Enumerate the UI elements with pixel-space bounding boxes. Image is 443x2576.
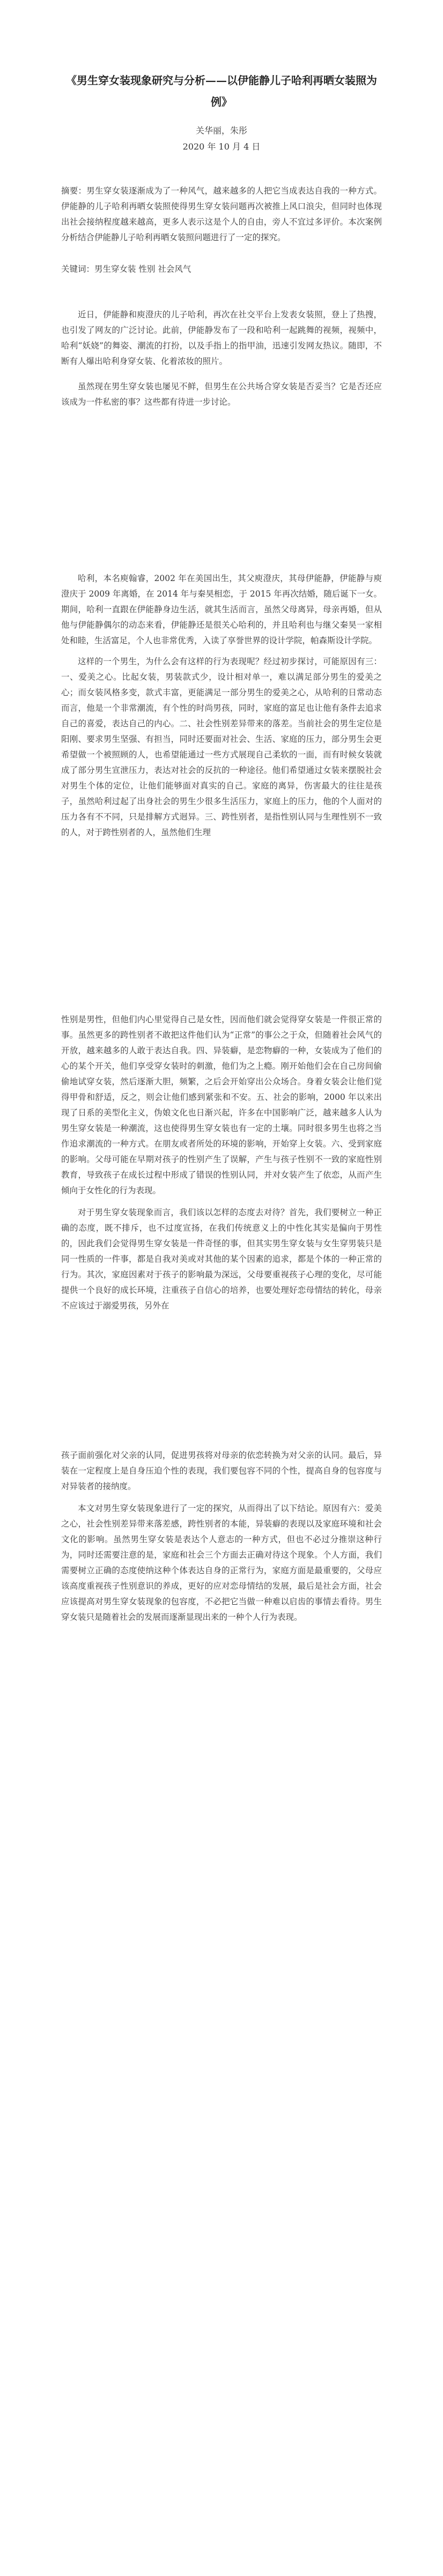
paragraph-attitude-continued: 孩子面前强化对父亲的认同，促进男孩将对母亲的依恋转换为对父亲的认同。最后，异装在一定程度上是自身压迫个性的表现，我们要包容不同的个性，提高自身的包容度与对异装者的接纳度。 bbox=[61, 1450, 382, 1491]
paper-authors: 关华丽，朱彤 bbox=[195, 125, 247, 136]
paper-page bbox=[0, 70, 443, 2576]
paragraph-intro: 近日，伊能静和庾澄庆的儿子哈利，再次在社交平台上发表女装照，登上了热搜，也引发了网友的广泛讨论。此前，伊能静发布了一段和哈利一起跳舞的视频，视频中，哈利“妖娆”的舞姿、潮流的打扮，以及手指上的指甲油，迅速引发网友热议。随即，不断有人爆出哈利身穿女装、化着浓妆的照片。 bbox=[61, 310, 382, 366]
paper-date: 2020 年 10 月 4 日 bbox=[182, 142, 261, 152]
paragraph-causes-continued: 性别是男性，但他们内心里觉得自己是女性，因而他们就会觉得穿女装是一件很正常的事。虽然更多的跨性别者不敢把这件他们认为“正常”的事公之于众，但随着社会风气的开放，越来越多的人敢于表达自我。四、异装癖，是恋物癖的一种，女装成为了他们的心的某个开关，他们享受穿女装时的刺激，他们为之上瘾。刚开始他们会在自己房间偷偷地试穿女装，然后逐渐大胆，频繁，之后会开始穿出公众场合。身着女装会让他们觉得甲骨和舒适，反之，则会让他们感到紧张和不安。五、社会的影响，2000 年以来出现了日系的美型化主义，伪娘文化也日渐兴起，许多在中国影响广泛，越来越多人认为男生穿女装是一种潮流，这也使得男生穿女装也有一定的土壤。同时很多男生也将之当作追求潮流的一种方式。在朋友或者所处的环境的影响，开始穿上女装。六、受到家庭的影响。父母可能在早期对孩子的性别产生了误解，产生与孩子性别不一致的家庭性别教育，导致孩子在成长过程中形成了错误的性别认同，并对女装产生了依恋，从而产生倾向于女性化的行为表现。 bbox=[61, 1015, 382, 1195]
paper-title: 《男生穿女装现象研究与分析——以伊能静儿子哈利再晒女装照为例》 bbox=[66, 74, 377, 108]
paragraph-bio: 哈利，本名庾翰睿，2002 年在美国出生，其父庾澄庆，其母伊能静，伊能静与庾澄庆于 2009 年离婚，在 2014 年与秦昊相恋，于 2015 年再次结婚，随后诞下一女。期间，哈利一直跟在伊能静身边生活，就其生活而言，虽然父母离异，母亲再婚，但从他与伊能静偶尔的动态来看，伊能静还是很关心哈利的，并且哈利也与继父秦昊一家相处和睦，生活富足，个人也非常优秀，入读了享誉世界的设计学院，帕森斯设计学院。 bbox=[61, 574, 382, 645]
paragraph-conclusion: 本文对男生穿女装现象进行了一定的探究，从而得出了以下结论。原因有六：爱美之心，社会性别差异带来落差感，跨性别者的本能，异装癖的表现以及家庭环境和社会文化的影响。虽然男生穿女装是表达个人意志的一种方式，但也不必过分推崇这种行为，同时还需要注意的是，家庭和社会三个方面去正确对待这个现象。个人方面，我们需要树立正确的态度使纳这种个体表达自身的正常行为，家庭方面是最重要的，父母应该高度重视孩子性别意识的养成，更好的应对恋母情结的发展，最后是社会方面，社会应该提高对男生穿女装现象的包容度，不必把它当做一种难以启齿的事情去看待。男生穿女装只是随着社会的发展而逐渐显现出来的一种个人行为表现。 bbox=[61, 1503, 382, 1622]
keywords: 关键词：男生穿女装 性别 社会风气 bbox=[61, 264, 191, 274]
paragraph-causes: 这样的一个男生，为什么会有这样的行为表现呢？经过初步探讨，可能原因有三：一、爱美之心。比起女装，男装款式少，设计相对单一，难以满足部分男生的爱美之心；而女装风格多变，款式丰富，更能满足一部分男生的爱美之心，从哈利的日常动态而言，他是一个非常潮流，有个性的时尚男孩，同时，家庭的富足也让他有条件去追求自己的喜爱，表达自己的内心。二、社会性别差异带来的落差。当前社会的男生定位是阳刚、要求男生坚强、有担当，同时还要面对社会、生活、家庭的压力，部分男生会更希望做一个被照顾的人，也希望能通过一些方式展现自己柔软的一面，而有时候女装就成了部分男生宣泄压力，表达对社会的反抗的一种途径。他们希望通过女装来摆脱社会对男生个体的定位，让他们能够面对真实的自己。家庭的离异，伤害最大的往往是孩子，虽然哈利过起了出身社会的男生少很多生活压力，家庭上的压力，他的个人面对的压力各有不不同，只是排解方式迥异。三、跨性别者，是指性别认同与生理性别不一致的人，对于跨性别者的人，虽然他们生理 bbox=[61, 657, 382, 837]
abstract: 摘要：男生穿女装逐渐成为了一种风气，越来越多的人把它当成表达自我的一种方式。伊能静的儿子哈利再晒女装照使得男生穿女装问题再次被推上风口浪尖，但同时也体现出社会接纳程度越来越高，更多人表示这是个人的自由，旁人不宜过多评价。本次案例分析结合伊能静儿子哈利再晒女装照问题进行了一定的探究。 bbox=[61, 186, 382, 242]
paragraph-question: 虽然现在男生穿女装也屡见不鲜，但男生在公共场合穿女装是否妥当？它是否还应该成为一件私密的事？这些都有待进一步讨论。 bbox=[61, 382, 382, 407]
paragraph-attitude: 对于男生穿女装现象而言，我们该以怎样的态度去对待？首先，我们要树立一种正确的态度，既不排斥，也不过度宣扬，在我们传统意义上的中性化其实是偏向于男性的，因此我们会觉得男生穿女装是一件奇怪的事，但其实男生穿女装与女生穿男装只是同一性质的一件事，都是自我对美或对其他的某个因素的追求，都是个体的一种正常的行为。其次，家庭因素对于孩子的影响最为深远，父母要重视孩子心理的变化，尽可能提供一个良好的成长环境，注重孩子自信心的培养，也要处理好恋母情结的转化，母亲不应该过于溺爱男孩，另外在 bbox=[61, 1208, 382, 1311]
